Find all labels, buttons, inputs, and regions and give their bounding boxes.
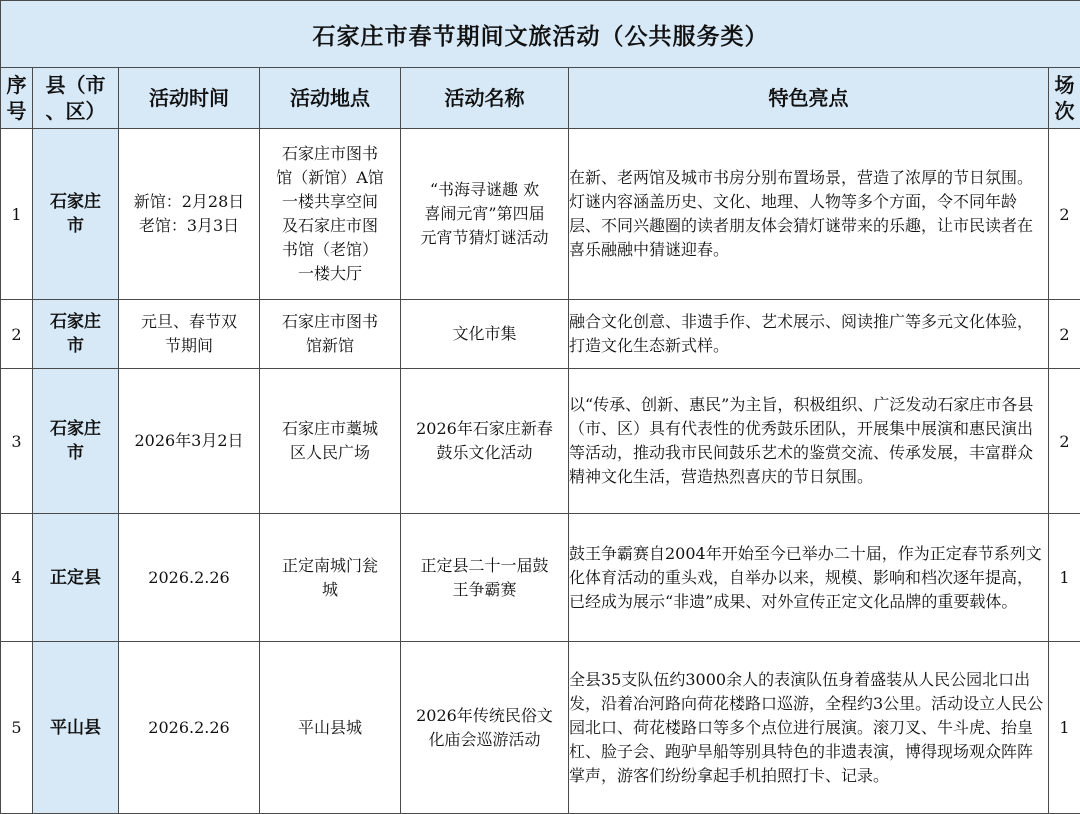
header-place: 活动地点 xyxy=(260,68,401,129)
row-place: 平山县城 xyxy=(260,642,401,814)
row-no: 1 xyxy=(1,129,33,300)
row-time: 2026年3月2日 xyxy=(119,369,260,514)
row-no: 4 xyxy=(1,514,33,642)
header-name: 活动名称 xyxy=(401,68,569,129)
row-county: 正定县 xyxy=(33,514,119,642)
header-time: 活动时间 xyxy=(119,68,260,129)
header-times: 场 次 xyxy=(1049,68,1080,129)
row-place: 石家庄市藁城 区人民广场 xyxy=(260,369,401,514)
row-county: 平山县 xyxy=(33,642,119,814)
row-times: 2 xyxy=(1049,129,1080,300)
row-time: 元旦、春节双 节期间 xyxy=(119,300,260,369)
row-county: 石家庄 市 xyxy=(33,300,119,369)
row-times: 1 xyxy=(1049,514,1080,642)
row-time: 2026.2.26 xyxy=(119,642,260,814)
table-row xyxy=(1,369,1080,514)
row-place: 石家庄市图书 馆新馆 xyxy=(260,300,401,369)
header-county: 县（市 、区） xyxy=(33,68,119,129)
table-row xyxy=(1,300,1080,369)
row-no: 5 xyxy=(1,642,33,814)
table-row xyxy=(1,514,1080,642)
row-highlight: 以“传承、创新、惠民”为主旨，积极组织、广泛发动石家庄市各县（市、区）具有代表性的优秀鼓乐团队，开展集中展演和惠民演出等活动，推动我市民间鼓乐艺术的鉴赏交流、传承发展，丰富群众精神文化生活，营造热烈喜庆的节日氛围。 xyxy=(569,369,1049,514)
table-row xyxy=(1,129,1080,300)
row-name: 2026年传统民俗文 化庙会巡游活动 xyxy=(401,642,569,814)
row-county: 石家庄 市 xyxy=(33,129,119,300)
row-time: 2026.2.26 xyxy=(119,514,260,642)
row-times: 2 xyxy=(1049,369,1080,514)
row-no: 2 xyxy=(1,300,33,369)
row-highlight: 全县35支队伍约3000余人的表演队伍身着盛装从人民公园北口出发，沿着冶河路向荷花楼路口巡游，全程约3公里。活动设立人民公园北口、荷花楼路口等多个点位进行展演。滚刀叉、牛斗虎、抬皇杠、脸子会、跑驴旱船等别具特色的非遗表演，博得现场观众阵阵掌声，游客们纷纷拿起手机拍照打卡、记录。 xyxy=(569,642,1049,814)
row-place: 石家庄市图书 馆（新馆）A馆 一楼共享空间 及石家庄市图 书馆（老馆） 一楼大厅 xyxy=(260,129,401,300)
row-highlight: 在新、老两馆及城市书房分别布置场景，营造了浓厚的节日氛围。灯谜内容涵盖历史、文化、地理、人物等多个方面，令不同年龄层、不同兴趣圈的读者朋友体会猜灯谜带来的乐趣，让市民读者在喜乐融融中猜谜迎春。 xyxy=(569,129,1049,300)
row-times: 2 xyxy=(1049,300,1080,369)
row-name: 正定县二十一届鼓 王争霸赛 xyxy=(401,514,569,642)
row-highlight: 融合文化创意、非遗手作、艺术展示、阅读推广等多元文化体验，打造文化生态新式样。 xyxy=(569,300,1049,369)
row-name: 文化市集 xyxy=(401,300,569,369)
table-row xyxy=(1,642,1080,814)
row-no: 3 xyxy=(1,369,33,514)
row-times: 1 xyxy=(1049,642,1080,814)
row-time: 新馆：2月28日 老馆：3月3日 xyxy=(119,129,260,300)
row-county: 石家庄 市 xyxy=(33,369,119,514)
row-place: 正定南城门瓮 城 xyxy=(260,514,401,642)
row-name: 2026年石家庄新春 鼓乐文化活动 xyxy=(401,369,569,514)
row-highlight: 鼓王争霸赛自2004年开始至今已举办二十届，作为正定春节系列文化体育活动的重头戏，自举办以来，规模、影响和档次逐年提高，已经成为展示“非遗”成果、对外宣传正定文化品牌的重要载体。 xyxy=(569,514,1049,642)
header-no: 序 号 xyxy=(1,68,33,129)
table-title: 石家庄市春节期间文旅活动（公共服务类） xyxy=(1,1,1080,68)
header-highlight: 特色亮点 xyxy=(569,68,1049,129)
row-name: “书海寻谜趣 欢 喜闹元宵”第四届 元宵节猜灯谜活动 xyxy=(401,129,569,300)
